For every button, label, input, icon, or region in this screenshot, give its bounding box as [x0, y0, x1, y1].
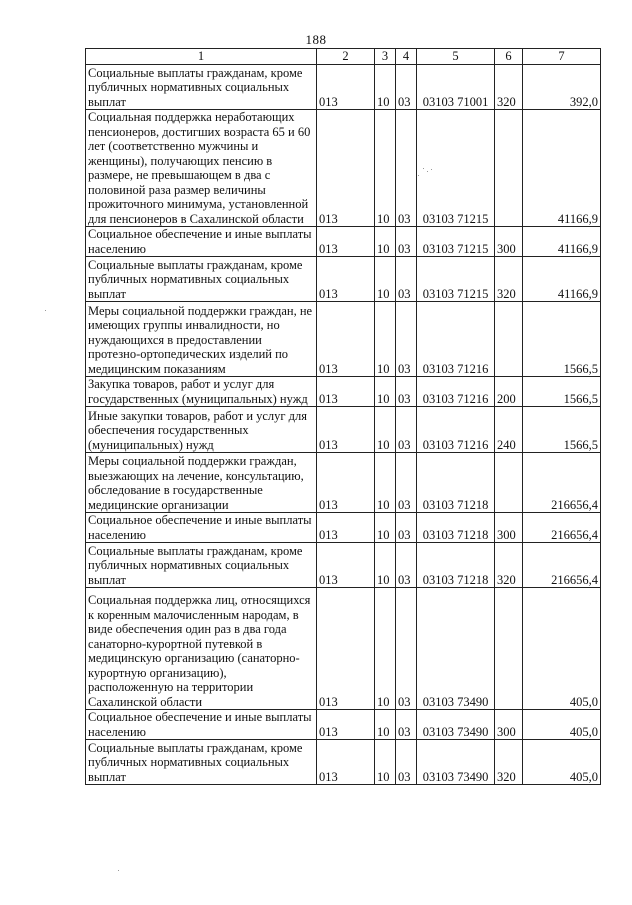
row-description: Закупка товаров, работ и услуг для государственных (муниципальных) нужд	[86, 377, 317, 407]
cell-c6: 200	[495, 377, 523, 407]
table-row	[86, 453, 601, 513]
cell-c5: 03103 71218	[417, 543, 495, 588]
cell-c4: 03	[396, 302, 417, 377]
cell-c3: 10	[375, 588, 396, 710]
cell-c2: 013	[317, 710, 375, 740]
cell-c4: 03	[396, 453, 417, 513]
cell-c4: 03	[396, 377, 417, 407]
row-description: Социальная поддержка лиц, относящихся к коренным малочисленным народам, в виде обеспечения один раз в два года санаторно-курортной путевкой в медицинскую организацию (санаторно-курортную организацию), расположенную на территории Сахалинской области	[86, 588, 317, 710]
cell-c3: 10	[375, 710, 396, 740]
table-row	[86, 302, 601, 377]
cell-c4: 03	[396, 543, 417, 588]
cell-c7: 41166,9	[523, 110, 601, 227]
cell-c6	[495, 302, 523, 377]
column-header: 5	[417, 49, 495, 65]
column-header: 3	[375, 49, 396, 65]
cell-c2: 013	[317, 377, 375, 407]
cell-c4: 03	[396, 65, 417, 110]
table-row	[86, 407, 601, 453]
cell-c7: 1566,5	[523, 407, 601, 453]
cell-c5: 03103 71215	[417, 257, 495, 302]
cell-c4: 03	[396, 407, 417, 453]
table-row	[86, 740, 601, 785]
row-description: Социальные выплаты гражданам, кроме публичных нормативных социальных выплат	[86, 257, 317, 302]
cell-c6	[495, 110, 523, 227]
table-row	[86, 543, 601, 588]
cell-c2: 013	[317, 513, 375, 543]
cell-c5: 03103 71215	[417, 227, 495, 257]
cell-c6	[495, 588, 523, 710]
row-description: Иные закупки товаров, работ и услуг для обеспечения государственных (муниципальных) нужд	[86, 407, 317, 453]
cell-c7: 392,0	[523, 65, 601, 110]
cell-c3: 10	[375, 257, 396, 302]
cell-c5: 03103 71216	[417, 377, 495, 407]
cell-c4: 03	[396, 740, 417, 785]
cell-c3: 10	[375, 407, 396, 453]
cell-c3: 10	[375, 302, 396, 377]
cell-c5: 03103 71216	[417, 407, 495, 453]
cell-c4: 03	[396, 513, 417, 543]
cell-c4: 03	[396, 588, 417, 710]
row-description: Социальное обеспечение и иные выплаты населению	[86, 513, 317, 543]
cell-c7: 216656,4	[523, 513, 601, 543]
cell-c7: 405,0	[523, 710, 601, 740]
cell-c4: 03	[396, 257, 417, 302]
cell-c4: 03	[396, 110, 417, 227]
cell-c2: 013	[317, 65, 375, 110]
cell-c2: 013	[317, 407, 375, 453]
cell-c2: 013	[317, 588, 375, 710]
cell-c3: 10	[375, 453, 396, 513]
table-row	[86, 65, 601, 110]
cell-c6: 240	[495, 407, 523, 453]
cell-c2: 013	[317, 110, 375, 227]
row-description: Социальные выплаты гражданам, кроме публичных нормативных социальных выплат	[86, 740, 317, 785]
cell-c6: 320	[495, 65, 523, 110]
row-description: Социальное обеспечение и иные выплаты населению	[86, 227, 317, 257]
table-row	[86, 227, 601, 257]
cell-c7: 405,0	[523, 740, 601, 785]
cell-c3: 10	[375, 377, 396, 407]
cell-c5: 03103 71218	[417, 453, 495, 513]
cell-c3: 10	[375, 740, 396, 785]
table-header-row	[86, 49, 601, 65]
page-number: 188	[305, 32, 327, 47]
cell-c6	[495, 453, 523, 513]
cell-c2: 013	[317, 257, 375, 302]
cell-c5: 03103 71216	[417, 302, 495, 377]
cell-c6: 320	[495, 740, 523, 785]
row-description: Социальные выплаты гражданам, кроме публичных нормативных социальных выплат	[86, 65, 317, 110]
cell-c6: 300	[495, 513, 523, 543]
row-description: Меры социальной поддержки граждан, не имеющих группы инвалидности, но нуждающихся в предоставлении протезно-ортопедических изделий по медицинским показаниям	[86, 302, 317, 377]
cell-c4: 03	[396, 710, 417, 740]
cell-c5: 03103 73490	[417, 710, 495, 740]
cell-c7: 216656,4	[523, 453, 601, 513]
cell-c5: 03103 73490	[417, 588, 495, 710]
cell-c7: 405,0	[523, 588, 601, 710]
cell-c5: 03103 71215	[417, 110, 495, 227]
cell-c2: 013	[317, 302, 375, 377]
table-row	[86, 110, 601, 227]
budget-table	[85, 48, 601, 785]
cell-c3: 10	[375, 65, 396, 110]
cell-c3: 10	[375, 543, 396, 588]
cell-c5: 03103 71218	[417, 513, 495, 543]
table-row	[86, 513, 601, 543]
column-header: 4	[396, 49, 417, 65]
cell-c5: 03103 71001	[417, 65, 495, 110]
table-row	[86, 257, 601, 302]
cell-c7: 1566,5	[523, 302, 601, 377]
cell-c3: 10	[375, 513, 396, 543]
table-row	[86, 710, 601, 740]
cell-c6: 300	[495, 227, 523, 257]
column-header: 2	[317, 49, 375, 65]
row-description: Социальные выплаты гражданам, кроме публичных нормативных социальных выплат	[86, 543, 317, 588]
cell-c7: 1566,5	[523, 377, 601, 407]
cell-c7: 216656,4	[523, 543, 601, 588]
cell-c2: 013	[317, 543, 375, 588]
row-description: Социальная поддержка неработающих пенсионеров, достигших возраста 65 и 60 лет (соответственно мужчины и женщины), получающих пенсию в размере, не превышающем в два с половиной раза размер величины прожиточного минимума, установленной для пенсионеров в Сахалинской области	[86, 110, 317, 227]
cell-c2: 013	[317, 453, 375, 513]
cell-c2: 013	[317, 740, 375, 785]
row-description: Меры социальной поддержки граждан, выезжающих на лечение, консультацию, обследование в государственные медицинские организации	[86, 453, 317, 513]
column-header: 1	[86, 49, 317, 65]
table-row	[86, 588, 601, 710]
row-description: Социальное обеспечение и иные выплаты населению	[86, 710, 317, 740]
cell-c6: 320	[495, 543, 523, 588]
cell-c3: 10	[375, 110, 396, 227]
cell-c6: 320	[495, 257, 523, 302]
cell-c6: 300	[495, 710, 523, 740]
table-row	[86, 377, 601, 407]
column-header: 7	[523, 49, 601, 65]
column-header: 6	[495, 49, 523, 65]
cell-c7: 41166,9	[523, 227, 601, 257]
cell-c4: 03	[396, 227, 417, 257]
cell-c3: 10	[375, 227, 396, 257]
cell-c7: 41166,9	[523, 257, 601, 302]
cell-c2: 013	[317, 227, 375, 257]
cell-c5: 03103 73490	[417, 740, 495, 785]
